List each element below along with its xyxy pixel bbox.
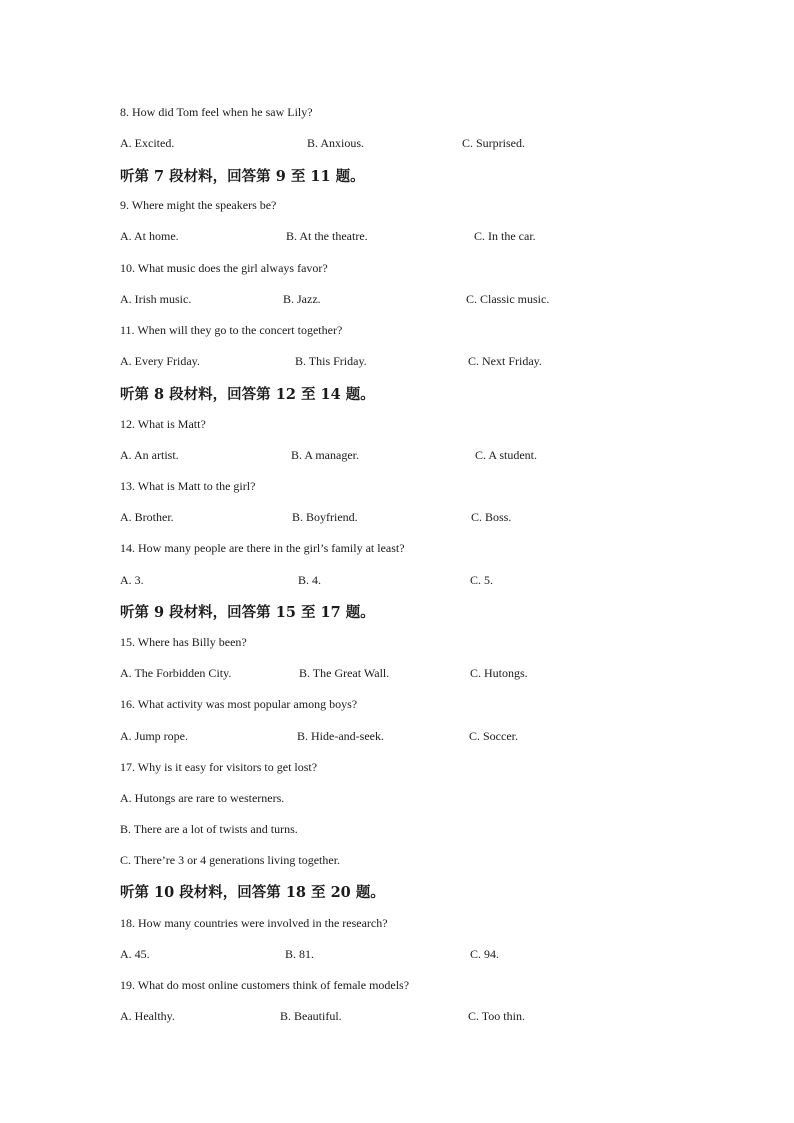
section-heading-7: 听第 7 段材料，回答第 9 至 11 题。	[120, 168, 365, 185]
option-9b: B. At the theatre.	[286, 229, 368, 243]
option-17b: B. There are a lot of twists and turns.	[120, 822, 298, 836]
option-10c: C. Classic music.	[466, 292, 550, 306]
question-16: 16. What activity was most popular among boys?	[120, 697, 358, 711]
option-13a: A. Brother.	[120, 510, 174, 524]
option-9a: A. At home.	[120, 229, 179, 243]
option-11c: C. Next Friday.	[468, 354, 542, 368]
question-15: 15. Where has Billy been?	[120, 635, 247, 649]
option-8c: C. Surprised.	[462, 136, 525, 150]
option-19c: C. Too thin.	[468, 1009, 525, 1023]
option-16c: C. Soccer.	[469, 729, 518, 743]
option-15a: A. The Forbidden City.	[120, 666, 232, 680]
option-9c: C. In the car.	[474, 229, 536, 243]
option-13c: C. Boss.	[471, 510, 512, 524]
question-9: 9. Where might the speakers be?	[120, 198, 277, 212]
option-16a: A. Jump rope.	[120, 729, 188, 743]
option-18b: B. 81.	[285, 947, 315, 961]
option-12c: C. A student.	[475, 448, 538, 462]
option-11b: B. This Friday.	[295, 354, 367, 368]
option-17a: A. Hutongs are rare to westerners.	[120, 791, 285, 805]
option-18c: C. 94.	[470, 947, 500, 961]
question-8: 8. How did Tom feel when he saw Lily?	[120, 105, 313, 119]
option-15b: B. The Great Wall.	[299, 666, 390, 680]
option-12b: B. A manager.	[291, 448, 359, 462]
option-15c: C. Hutongs.	[470, 666, 528, 680]
section-heading-8: 听第 8 段材料，回答第 12 至 14 题。	[120, 386, 375, 403]
question-14: 14. How many people are there in the girl’s family at least?	[120, 541, 405, 555]
option-19b: B. Beautiful.	[280, 1009, 342, 1023]
option-14b: B. 4.	[298, 573, 322, 587]
question-18: 18. How many countries were involved in the research?	[120, 916, 388, 930]
option-10a: A. Irish music.	[120, 292, 192, 306]
option-12a: A. An artist.	[120, 448, 179, 462]
question-13: 13. What is Matt to the girl?	[120, 479, 256, 493]
option-14c: C. 5.	[470, 573, 494, 587]
section-heading-9: 听第 9 段材料，回答第 15 至 17 题。	[120, 604, 375, 621]
option-14a: A. 3.	[120, 573, 144, 587]
question-17: 17. Why is it easy for visitors to get lost?	[120, 760, 318, 774]
question-12: 12. What is Matt?	[120, 417, 206, 431]
question-11: 11. When will they go to the concert together?	[120, 323, 343, 337]
option-19a: A. Healthy.	[120, 1009, 175, 1023]
question-19: 19. What do most online customers think of female models?	[120, 978, 410, 992]
option-8b: B. Anxious.	[307, 136, 365, 150]
option-13b: B. Boyfriend.	[292, 510, 358, 524]
option-16b: B. Hide-and-seek.	[297, 729, 384, 743]
section-heading-10: 听第 10 段材料，回答第 18 至 20 题。	[120, 884, 385, 901]
option-17c: C. There’re 3 or 4 generations living together.	[120, 853, 341, 867]
option-11a: A. Every Friday.	[120, 354, 200, 368]
question-10: 10. What music does the girl always favor?	[120, 261, 328, 275]
option-10b: B. Jazz.	[283, 292, 321, 306]
option-8a: A. Excited.	[120, 136, 175, 150]
option-18a: A. 45.	[120, 947, 150, 961]
